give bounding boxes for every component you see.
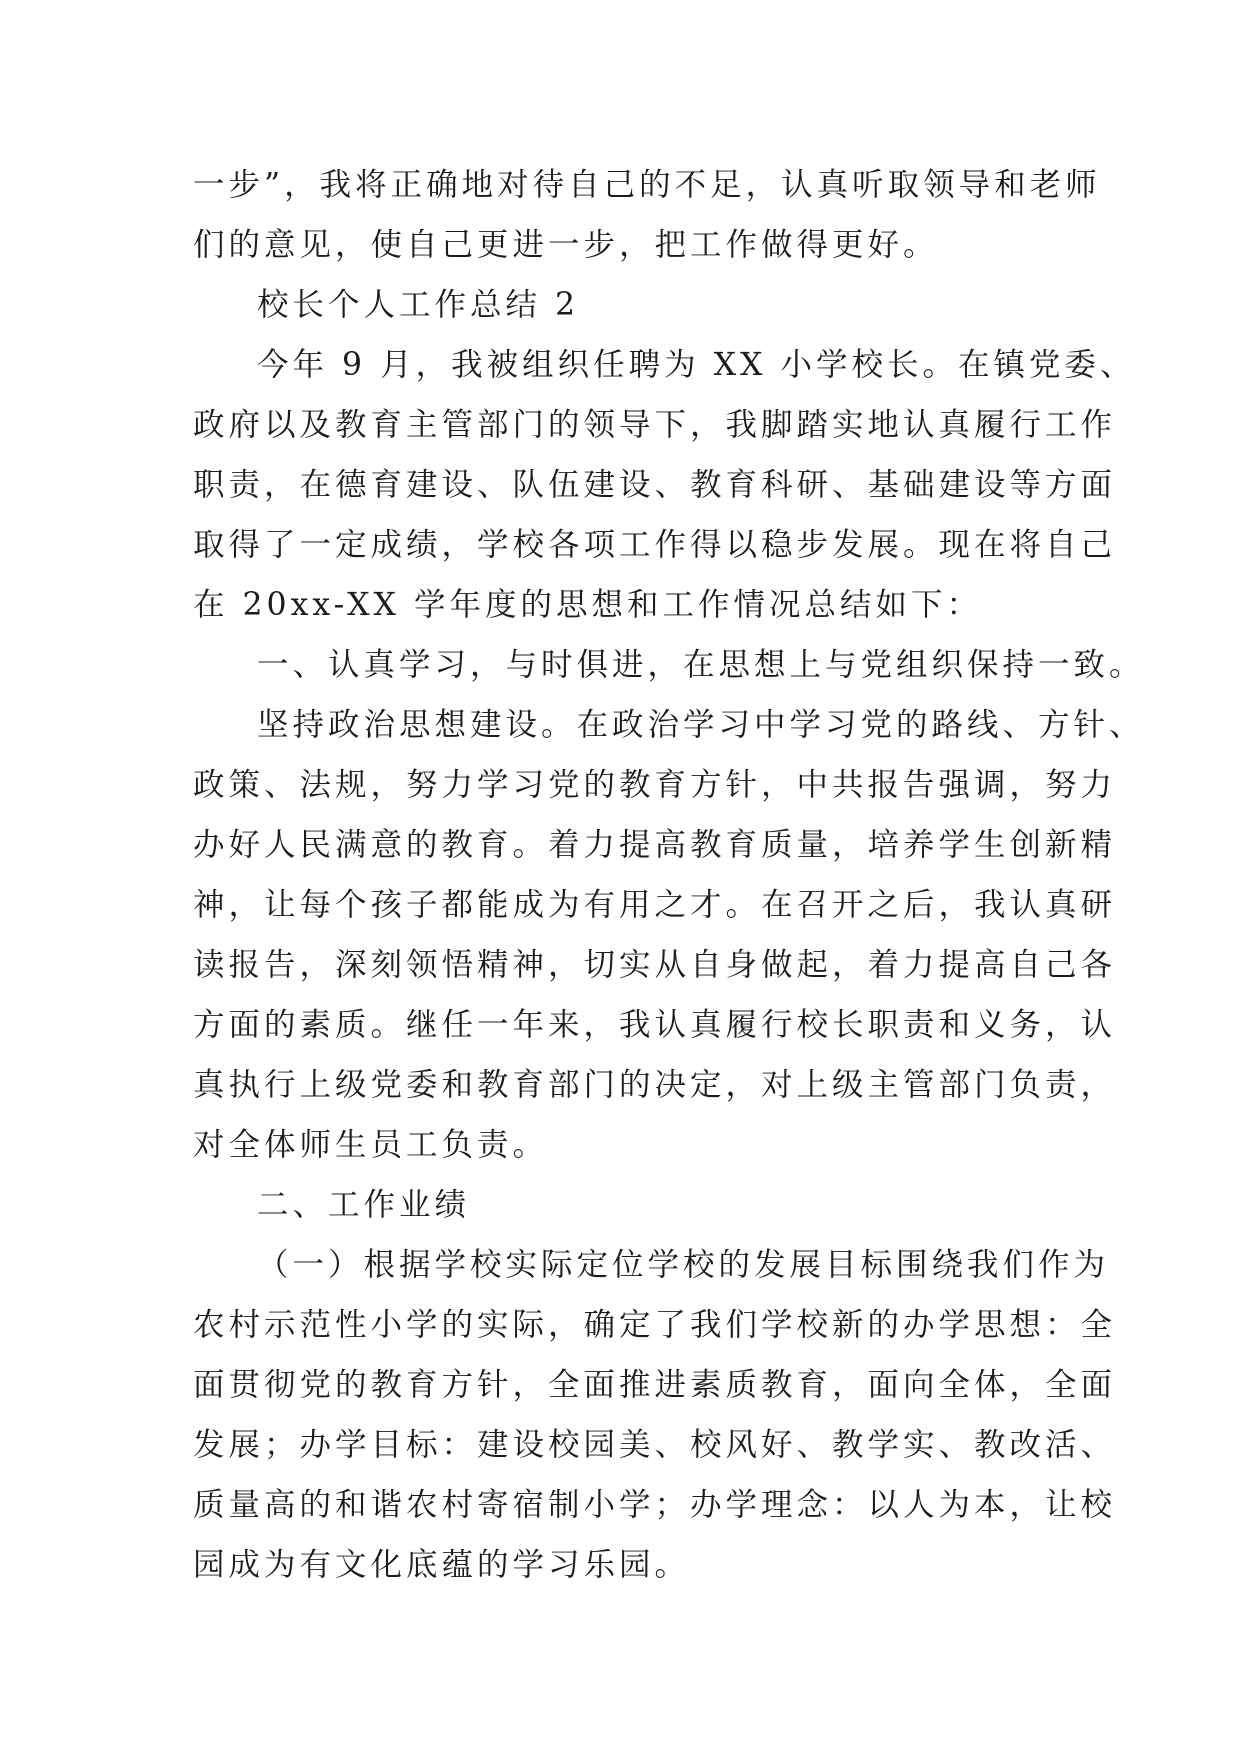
text-line: 园成为有文化底蕴的学习乐园。 <box>193 1547 691 1583</box>
text-line: 今年 9 月，我被组织任聘为 XX 小学校长。在镇党委、 <box>257 347 1136 383</box>
text-line: 真执行上级党委和教育部门的决定，对上级主管部门负责， <box>193 1067 1117 1103</box>
text-line: 坚持政治思想建设。在政治学习中学习党的路线、方针、 <box>257 707 1145 743</box>
text-line: 一步”，我将正确地对待自己的不足，认真听取领导和老师 <box>193 167 1101 203</box>
text-line: 办好人民满意的教育。着力提高教育质量，培养学生创新精 <box>193 827 1117 863</box>
subsection-heading: （一）根据学校实际定位学校的发展目标围绕我们作为 <box>257 1247 1110 1283</box>
text-line: 方面的素质。继任一年来，我认真履行校长职责和义务，认 <box>193 1007 1117 1043</box>
section-heading: 二、工作业绩 <box>257 1187 471 1223</box>
text-line: 发展；办学目标：建设校园美、校风好、教学实、教改活、 <box>193 1427 1117 1463</box>
section-heading: 校长个人工作总结 2 <box>257 287 580 323</box>
text-line: 神，让每个孩子都能成为有用之才。在召开之后，我认真研 <box>193 887 1117 923</box>
text-line: 政策、法规，努力学习党的教育方针，中共报告强调，努力 <box>193 767 1117 803</box>
text-line: 对全体师生员工负责。 <box>193 1127 549 1163</box>
text-line: 在 20xx-XX 学年度的思想和工作情况总结如下： <box>193 587 982 623</box>
text-line: 农村示范性小学的实际，确定了我们学校新的办学思想：全 <box>193 1307 1117 1343</box>
text-line: 取得了一定成绩，学校各项工作得以稳步发展。现在将自己 <box>193 527 1117 563</box>
text-line: 们的意见，使自己更进一步，把工作做得更好。 <box>193 227 939 263</box>
text-line: 政府以及教育主管部门的领导下，我脚踏实地认真履行工作 <box>193 407 1117 443</box>
section-heading: 一、认真学习，与时俱进，在思想上与党组织保持一致。 <box>257 647 1145 683</box>
text-line: 职责，在德育建设、队伍建设、教育科研、基础建设等方面 <box>193 467 1117 503</box>
document-body <box>193 155 1145 1595</box>
text-line: 质量高的和谐农村寄宿制小学；办学理念：以人为本，让校 <box>193 1487 1117 1523</box>
text-line: 面贯彻党的教育方针，全面推进素质教育，面向全体，全面 <box>193 1367 1117 1403</box>
text-line: 读报告，深刻领悟精神，切实从自身做起，着力提高自己各 <box>193 947 1117 983</box>
